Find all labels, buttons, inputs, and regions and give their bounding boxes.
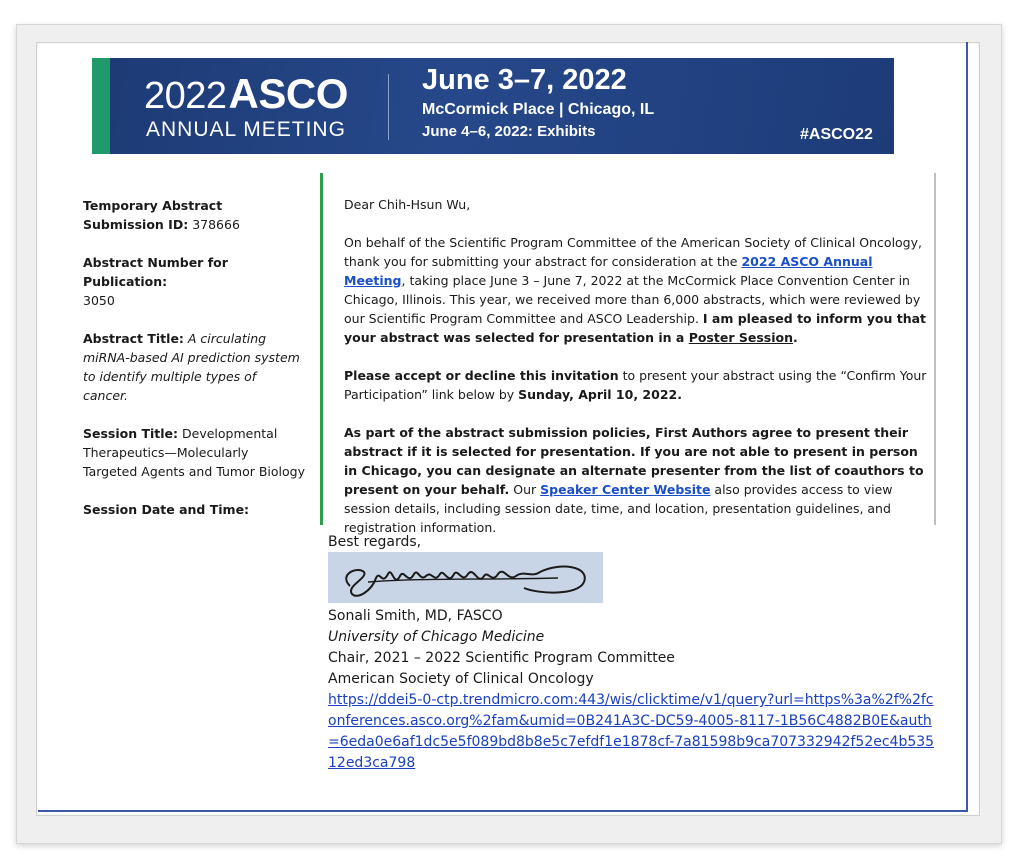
abstract-number-value: 3050: [83, 293, 115, 308]
p2-bold-text: Please accept or decline this invitation: [344, 368, 619, 383]
temp-id-value: 378666: [192, 217, 240, 232]
banner-stripe: [92, 58, 110, 154]
session-date-item: [83, 500, 305, 519]
speaker-center-link[interactable]: Speaker Center Website: [540, 482, 711, 497]
abstract-details: [83, 196, 305, 538]
handwritten-signature: [328, 552, 603, 603]
abstract-title-value: A circulating miRNA-based AI prediction system to identify multiple types of cancer.: [83, 331, 300, 403]
meeting-dates: June 3–7, 2022: [422, 64, 627, 96]
paragraph-policy: [344, 423, 934, 537]
session-title-item: [83, 424, 305, 481]
poster-session-text: Poster Session: [688, 330, 793, 345]
logo-subtitle: ANNUAL MEETING: [146, 118, 346, 141]
closing-regards: Best regards,: [328, 534, 422, 550]
p3-bold-text: As part of the abstract submission policies, First Authors agree to present their abstract if it is selected for presentation. If you are not able to present in person in Chicago, you can designate an alternate presenter from the list of coauthors to present on your behalf.: [344, 425, 924, 497]
abstract-number-item: [83, 253, 305, 310]
signer-role: Chair, 2021 – 2022 Scientific Program Committee: [328, 650, 675, 666]
session-title-label: Session Title:: [83, 426, 179, 441]
p3-text-cont: also provides access to view session details, including session date, time, and location, presentation guidelines, and registration information.: [344, 482, 893, 535]
p1-end: .: [792, 330, 798, 345]
logo-org: ASCO: [228, 70, 348, 117]
abstract-number-label: Abstract Number for Publication:: [83, 255, 228, 289]
temp-id-label: Temporary Abstract Submission ID:: [83, 198, 223, 232]
page-border-right: [966, 42, 968, 812]
signer-organization: American Society of Clinical Oncology: [328, 671, 594, 687]
meeting-venue: McCormick Place | Chicago, IL: [422, 101, 655, 118]
banner-divider: [388, 74, 389, 140]
session-date-label: Session Date and Time:: [83, 502, 250, 517]
signer-name: Sonali Smith, MD, FASCO: [328, 608, 503, 624]
exhibit-dates: June 4–6, 2022: Exhibits: [422, 123, 596, 140]
p1-selected-text: I am pleased to inform you that your abstract was selected for presentation in a: [344, 311, 927, 345]
confirm-participation-link[interactable]: https://ddei5-0-ctp.trendmicro.com:443/wis/clicktime/v1/query?url=https%3a%2f%2fconferences.asco.org%2fam&umid=0B241A3C-DC59-4005-8117-1B56C4882B0E&auth=6eda0e6af1dc5e5f089bd8b8e5c7efdf1e1878cf-7a81598b9ca707332942f52ec4b53512ed3ca798: [328, 692, 935, 771]
p3-text: Our: [509, 482, 541, 497]
p2-text: to present your abstract using the “Confirm Your Participation” link below by: [344, 368, 927, 402]
meeting-hashtag: #ASCO22: [800, 126, 873, 143]
letter-body: [344, 195, 934, 556]
meeting-banner: [92, 58, 894, 154]
temp-id-item: [83, 196, 305, 234]
deadline-date: Sunday, April 10, 2022.: [518, 387, 682, 402]
signer-affiliation: University of Chicago Medicine: [328, 629, 545, 645]
signature-image: [328, 552, 603, 603]
letter-right-border: [934, 173, 936, 525]
session-title-value: Developmental Therapeutics—Molecularly Targeted Agents and Tumor Biology: [83, 426, 305, 479]
asco-logo: [144, 70, 348, 118]
p1-text-cont: , taking place June 3 – June 7, 2022 at the McCormick Place Convention Center in Chicago, Illinois. This year, we received more than 6,000 abstracts, which were reviewed by our Scientific Program Committee and ASCO Leadership.: [344, 273, 921, 326]
annual-meeting-link[interactable]: 2022 ASCO Annual Meeting: [344, 254, 873, 288]
p1-text: On behalf of the Scientific Program Committee of the American Society of Clinical Oncology, thank you for submitting your abstract for consideration at the: [344, 235, 922, 269]
logo-year: 2022: [144, 75, 227, 117]
greeting: Dear Chih-Hsun Wu,: [344, 197, 471, 212]
abstract-title-label: Abstract Title:: [83, 331, 184, 346]
abstract-title-item: [83, 329, 305, 405]
paragraph-acceptance: [344, 233, 934, 347]
page-border-bottom: [38, 810, 966, 812]
signature-block: [328, 606, 938, 774]
paragraph-confirm: [344, 366, 934, 404]
column-divider: [320, 173, 323, 525]
